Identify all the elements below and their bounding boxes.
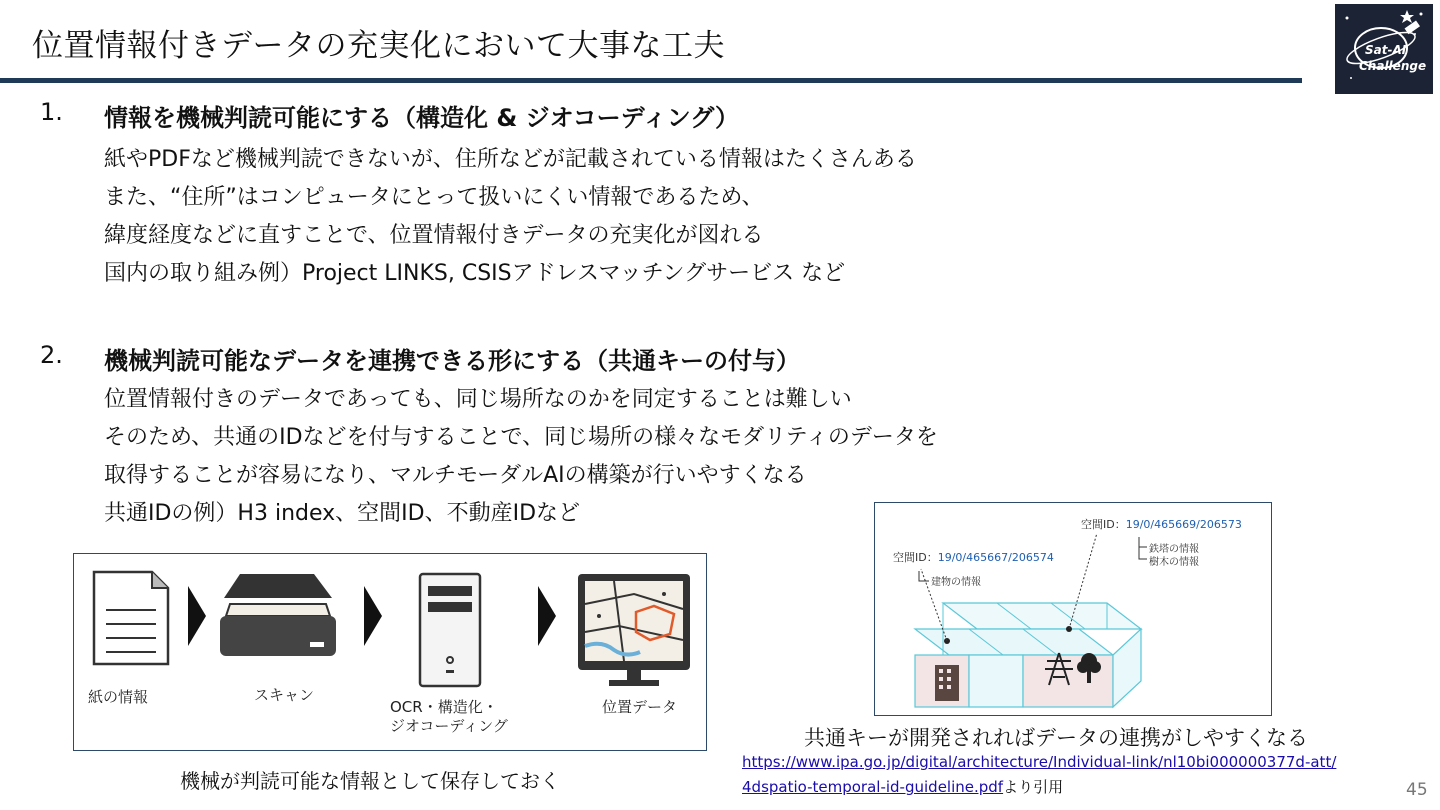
spatial-id-figure	[874, 502, 1272, 716]
flow-step-label: OCR・構造化・ ジオコーディング	[390, 698, 508, 735]
section-1-heading: 情報を機械判読可能にする（構造化 & ジオコーディング）	[104, 104, 739, 132]
spatial-id-1	[893, 549, 1054, 565]
document-icon	[94, 572, 168, 664]
scanner-icon	[220, 574, 336, 656]
spatial-id-1-item: 建物の情報	[931, 577, 981, 588]
spatial-id-2-item: 樹木の情報	[1149, 557, 1199, 568]
map-monitor-icon	[578, 574, 690, 686]
sat-ai-challenge-logo	[1335, 4, 1433, 94]
computer-tower-icon	[420, 574, 480, 686]
source-link[interactable]: 4dspatio-temporal-id-guideline.pdf	[742, 778, 1004, 796]
spatial-id-1-value: 19/0/465667/206574	[937, 551, 1054, 564]
source-citation-line-1	[742, 753, 1336, 771]
digitization-flow-diagram	[73, 553, 707, 751]
title-divider	[0, 78, 1302, 83]
section-2-line: 取得することが容易になり、マルチモーダルAIの構築が行いやすくなる	[104, 463, 807, 488]
spatial-id-2-label: 空間ID：	[1081, 518, 1126, 531]
logo-text-2: Challenge	[1359, 59, 1427, 73]
section-2-line: そのため、共通のIDなどを付与することで、同じ場所の様々なモダリティのデータを	[104, 425, 938, 450]
section-2-line: 位置情報付きのデータであっても、同じ場所なのかを同定することは難しい	[104, 387, 852, 412]
spatial-id-1-label: 空間ID：	[893, 551, 938, 564]
flow-step-label: 紙の情報	[88, 688, 149, 706]
spatial-id-2-value: 19/0/465669/206573	[1125, 518, 1242, 531]
page-title: 位置情報付きデータの充実化において大事な工夫	[32, 28, 725, 64]
section-1-number: 1.	[40, 98, 63, 126]
source-citation-line-2	[742, 776, 1063, 797]
flow-step-label: 位置データ	[602, 698, 678, 716]
source-suffix: より引用	[1003, 778, 1064, 796]
building-icon	[935, 665, 959, 701]
spatial-id-2-item: 鉄塔の情報	[1149, 544, 1199, 555]
section-2-number: 2.	[40, 341, 63, 369]
flow-step-label: スキャン	[254, 686, 315, 704]
arrow-icon	[364, 586, 382, 646]
arrow-icon	[538, 586, 556, 646]
arrow-icon	[188, 586, 206, 646]
section-1-line: 国内の取り組み例）Project LINKS, CSISアドレスマッチングサービス など	[104, 261, 846, 286]
section-2-heading: 機械判読可能なデータを連携できる形にする（共通キーの付与）	[104, 347, 800, 375]
section-1-line: 紙やPDFなど機械判読できないが、住所などが記載されている情報はたくさんある	[104, 147, 917, 172]
spatial-id-2	[1081, 516, 1242, 532]
flow-caption: 機械が判読可能な情報として保存しておく	[180, 769, 560, 793]
logo-text-1: Sat-AI	[1365, 43, 1407, 57]
section-1-line: 緯度経度などに直すことで、位置情報付きデータの充実化が図れる	[104, 223, 764, 248]
source-link[interactable]: https://www.ipa.go.jp/digital/architecture/Individual-link/nl10bi000000377d-att/	[742, 753, 1337, 771]
voxel-grid-graphic	[875, 503, 1273, 717]
page-number: 45	[1406, 780, 1428, 800]
section-2-line: 共通IDの例）H3 index、空間ID、不動産IDなど	[104, 501, 581, 526]
spatial-id-caption: 共通キーが開発されればデータの連携がしやすくなる	[804, 726, 1308, 750]
section-1-line: また、“住所”はコンピュータにとって扱いにくい情報であるため、	[104, 185, 764, 210]
logo-graphic	[1335, 4, 1433, 94]
